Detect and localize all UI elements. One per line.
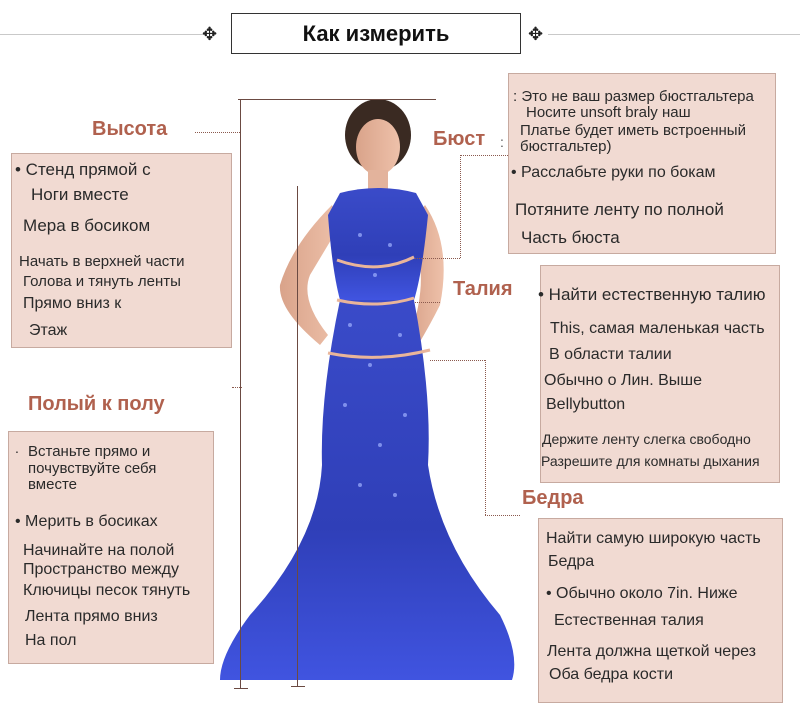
height-line: Голова и тянуть ленты [23, 273, 181, 290]
bust-line: • Расслабьте руки по бокам [511, 164, 716, 181]
hips-line: Бедра [548, 553, 595, 570]
dress-bodice [328, 188, 428, 300]
height-bottom-tick [234, 688, 248, 689]
header-rule-right [548, 34, 800, 35]
hollow-line: Начинайте на полой [23, 542, 175, 559]
hips-pointer-v [485, 360, 486, 515]
waist-line: Разрешите для комнаты дыхания [541, 453, 760, 469]
hollow-to-floor-label: Полый к полу [28, 393, 165, 415]
waist-box [540, 265, 780, 483]
ornament-left-icon: ✥ [202, 24, 218, 44]
bust-line: Потяните ленту по полной [515, 200, 724, 219]
bust-line: бюстгальтер) [520, 138, 612, 155]
hips-line: Лента должна щеткой через [547, 643, 756, 660]
hollow-line: • Мерить в босиках [15, 513, 158, 530]
hips-line: Найти самую широкую часть [546, 530, 761, 547]
height-line: • Стенд прямой с [15, 160, 151, 179]
hips-box [538, 518, 783, 703]
hollow-to-floor-box [8, 431, 214, 664]
waist-pointer [415, 302, 440, 303]
waist-line: В области талии [549, 346, 672, 363]
bust-pointer-top [460, 155, 508, 156]
bust-line: Платье будет иметь встроенный [520, 122, 746, 139]
hollow-line: вместе [28, 476, 77, 493]
waist-line: Держите ленту слегка свободно [542, 431, 751, 447]
height-line: Этаж [29, 322, 68, 339]
height-measure-line [240, 100, 241, 688]
hollow-bottom-tick [291, 686, 305, 687]
height-line: Ноги вместе [31, 185, 129, 204]
bullet-dot: . [15, 440, 19, 456]
hollow-measure-line [297, 186, 298, 686]
height-line: Прямо вниз к [23, 295, 122, 312]
model-illustration [200, 95, 540, 705]
height-label: Высота [92, 118, 168, 140]
bust-label: Бюст [433, 128, 486, 150]
hollow-line: Встаньте прямо и [28, 443, 151, 460]
bust-pointer-h [415, 258, 460, 259]
ornament-right-icon: ✥ [528, 24, 544, 44]
hollow-line: почувствуйте себя [28, 460, 157, 477]
header-rule-left [0, 34, 205, 35]
waist-label: Талия [453, 278, 513, 300]
bust-pointer-v [460, 155, 461, 258]
waist-line: • Найти естественную талию [538, 285, 766, 304]
hips-line: Естественная талия [554, 612, 704, 629]
hollow-line: Ключицы песок тянуть [23, 582, 191, 599]
hips-line: • Обычно около 7in. Ниже [546, 585, 738, 602]
face [356, 119, 400, 175]
height-box [11, 153, 232, 348]
hips-pointer-bottom [485, 515, 520, 516]
hollow-line: Пространство между [23, 561, 180, 578]
bust-line: Часть бюста [521, 228, 620, 247]
waist-line: This, самая маленькая часть [550, 320, 765, 337]
hips-line: Оба бедра кости [549, 666, 674, 683]
bust-box [508, 73, 776, 254]
page-title: Как измерить [231, 13, 521, 54]
hollow-line: На пол [25, 632, 77, 649]
waist-line: Bellybutton [546, 396, 626, 413]
height-line: Мера в босиком [23, 216, 151, 235]
hips-label: Бедра [522, 487, 584, 509]
hollow-line: Лента прямо вниз [25, 608, 158, 625]
height-top-tick [238, 99, 436, 100]
bust-line: : Это не ваш размер бюстгальтера [513, 88, 754, 105]
bust-line: Носите unsoft braly наш [526, 104, 691, 121]
hips-pointer-h [430, 360, 485, 361]
bust-colon: : [500, 134, 504, 150]
height-line: Начать в верхней части [19, 253, 185, 270]
hollow-pointer [232, 387, 242, 388]
waist-line: Обычно о Лин. Выше [544, 372, 703, 389]
height-pointer [195, 132, 240, 133]
